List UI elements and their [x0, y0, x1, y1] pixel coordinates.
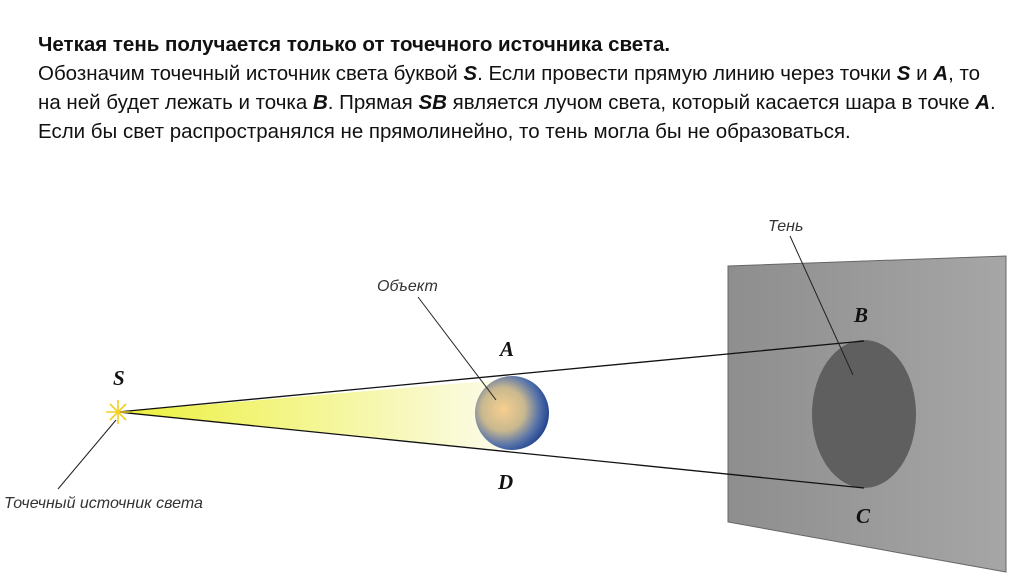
- text-run: и: [910, 62, 934, 85]
- source-caption: Точечный источник света: [4, 495, 203, 512]
- symbol-s: S: [463, 62, 478, 85]
- source-pointer: [58, 420, 116, 489]
- point-a-label: A: [500, 337, 515, 361]
- text-run: , то на ней будет лежать и точка: [38, 62, 981, 114]
- point-c-label: C: [856, 504, 871, 528]
- light-cone: [118, 380, 498, 450]
- text-run: . Если провести прямую линию через точки: [477, 62, 897, 85]
- point-s-label: S: [113, 366, 125, 390]
- symbol-sb: SB: [418, 91, 447, 114]
- text-run: . Если бы свет распространялся не прямолинейно, то тень могла бы не образоваться.: [38, 91, 996, 143]
- point-d-label: D: [498, 470, 514, 494]
- text-run: Обозначим точечный источник света буквой: [38, 62, 464, 85]
- point-b-label: B: [854, 303, 869, 327]
- light-source-icon: [106, 400, 130, 424]
- symbol-b: B: [312, 91, 328, 114]
- text-run: является лучом света, который касается шара в точке: [446, 91, 976, 114]
- object-caption: Объект: [377, 278, 438, 295]
- text-run: . Прямая: [327, 91, 419, 114]
- symbol-a: A: [975, 91, 991, 114]
- shadow-caption: Тень: [768, 218, 804, 235]
- symbol-s: S: [896, 62, 911, 85]
- shadow-ellipse: [812, 340, 916, 488]
- symbol-a: A: [933, 62, 949, 85]
- heading: Четкая тень получается только от точечного источника света.: [38, 33, 671, 56]
